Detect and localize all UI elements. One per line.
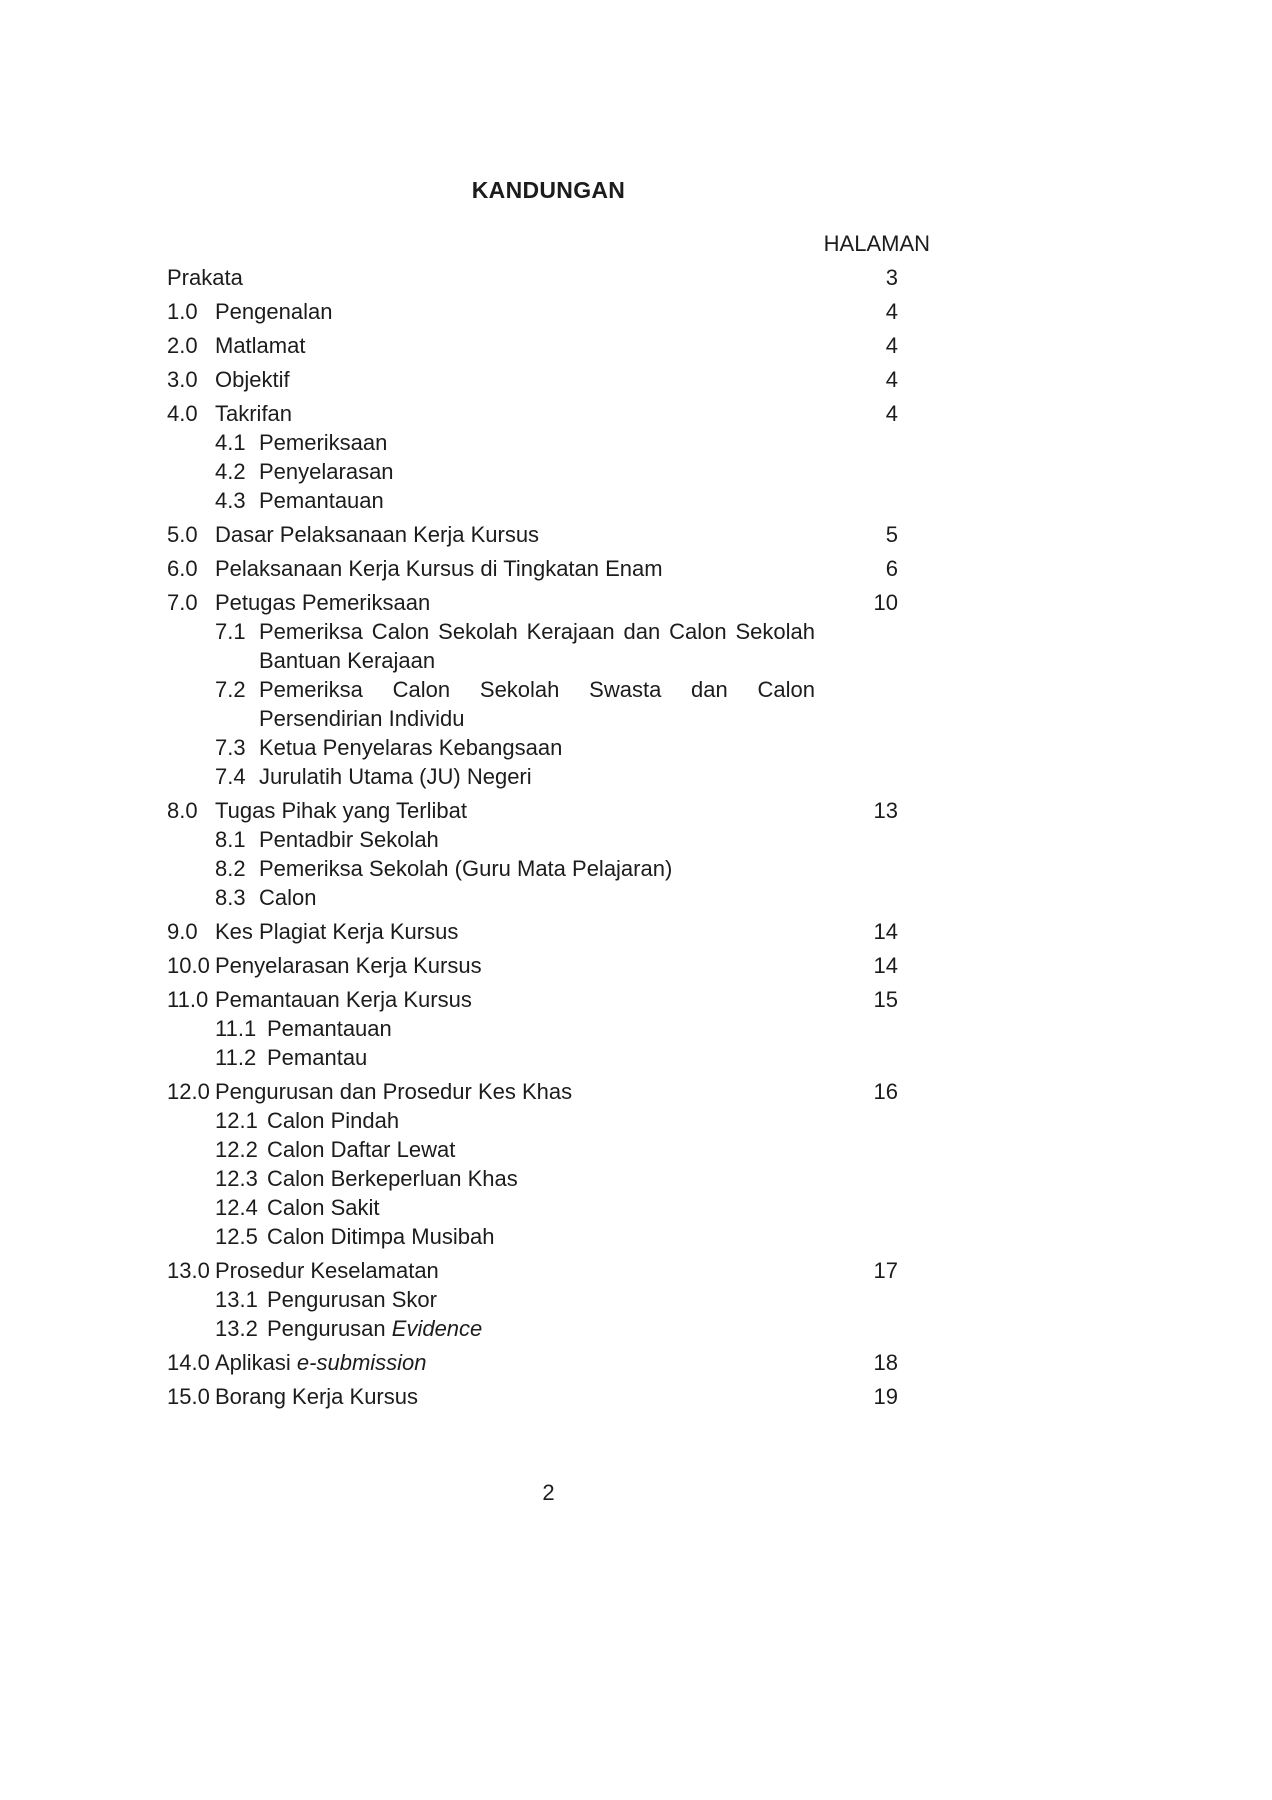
toc-entry-page: 4 bbox=[885, 299, 898, 324]
toc-entry-label: Penyelarasan Kerja Kursus bbox=[215, 953, 482, 978]
footer-page-number: 2 bbox=[542, 1480, 555, 1505]
toc-subrow bbox=[215, 1193, 930, 1222]
toc-entry-number: 11.0 bbox=[167, 987, 209, 1012]
toc-entry-label: Aplikasi e-submission bbox=[215, 1350, 427, 1375]
toc-entry-label: Kes Plagiat Kerja Kursus bbox=[215, 919, 459, 944]
toc-row bbox=[167, 796, 930, 825]
toc-subentry-label: Calon Sakit bbox=[267, 1195, 380, 1220]
toc-entry-page: 3 bbox=[885, 265, 898, 290]
toc-entry-number: 15.0 bbox=[167, 1384, 210, 1409]
toc-entry-number: 14.0 bbox=[167, 1350, 210, 1375]
toc-row bbox=[167, 1256, 930, 1285]
toc-subentry-number: 12.5 bbox=[215, 1224, 258, 1249]
toc-row bbox=[167, 588, 930, 617]
toc-entry-page: 19 bbox=[873, 1384, 898, 1409]
toc-subrow bbox=[215, 1164, 930, 1193]
toc-entry-page: 6 bbox=[885, 556, 898, 581]
column-header-halaman: HALAMAN bbox=[823, 231, 930, 256]
toc-subentry-label: Calon bbox=[259, 885, 317, 910]
toc-subrow bbox=[215, 1314, 930, 1343]
toc-subentry-number: 7.1 bbox=[215, 619, 246, 644]
toc-entry-page: 5 bbox=[885, 522, 898, 547]
toc-row bbox=[167, 297, 930, 326]
toc-entry-page: 15 bbox=[873, 987, 898, 1012]
toc-row bbox=[167, 917, 930, 946]
toc-subentry-label: Pemeriksaan bbox=[259, 430, 388, 455]
toc-subrow bbox=[215, 1135, 930, 1164]
toc-subrow bbox=[215, 825, 930, 854]
page-title: KANDUNGAN bbox=[471, 177, 626, 203]
toc-entry-label: Pengenalan bbox=[215, 299, 333, 324]
toc-subentry-label: Calon Pindah bbox=[267, 1108, 400, 1133]
toc-subrow bbox=[215, 1043, 930, 1072]
toc-subrow bbox=[215, 733, 930, 762]
toc-subentry-number: 11.2 bbox=[215, 1045, 257, 1070]
toc-subentry-label: Pemeriksa Calon Sekolah Swasta dan Calon Persendirian Individu bbox=[259, 677, 815, 731]
toc-entry-number: 1.0 bbox=[167, 299, 198, 324]
toc-entry-label: Dasar Pelaksanaan Kerja Kursus bbox=[215, 522, 540, 547]
toc-entry-number: 8.0 bbox=[167, 798, 198, 823]
toc-subrow bbox=[215, 486, 930, 515]
toc-entry-number: 6.0 bbox=[167, 556, 198, 581]
toc-entry-label: Pemantauan Kerja Kursus bbox=[215, 987, 472, 1012]
toc-entry-page: 10 bbox=[873, 590, 898, 615]
toc-subrow bbox=[215, 1222, 930, 1251]
toc-subentry-label: Pemantauan bbox=[267, 1016, 392, 1041]
toc-subentry-number: 12.4 bbox=[215, 1195, 258, 1220]
toc-entry-number: 4.0 bbox=[167, 401, 198, 426]
toc-subentry-label: Calon Berkeperluan Khas bbox=[267, 1166, 518, 1191]
toc-entry-label: Objektif bbox=[215, 367, 290, 392]
toc-entry-page: 4 bbox=[885, 367, 898, 392]
toc-subentry-number: 4.1 bbox=[215, 430, 246, 455]
toc-row bbox=[167, 985, 930, 1014]
toc-subentry-number: 12.1 bbox=[215, 1108, 258, 1133]
toc-entry-label: Takrifan bbox=[215, 401, 293, 426]
toc-subentry-number: 11.1 bbox=[215, 1016, 257, 1041]
toc-subentry-number: 4.3 bbox=[215, 488, 246, 513]
toc-subentry-label: Ketua Penyelaras Kebangsaan bbox=[259, 735, 563, 760]
toc-entry-page: 4 bbox=[885, 333, 898, 358]
toc-entry-page: 14 bbox=[873, 919, 898, 944]
toc-entry-label: Borang Kerja Kursus bbox=[215, 1384, 418, 1409]
toc-subentry-label: Pemantauan bbox=[259, 488, 384, 513]
toc-subentry-number: 13.1 bbox=[215, 1287, 258, 1312]
toc-row bbox=[167, 1348, 930, 1377]
page-footer bbox=[167, 1478, 930, 1507]
toc-entry-label: Prosedur Keselamatan bbox=[215, 1258, 439, 1283]
toc-subentry-label: Pengurusan Skor bbox=[267, 1287, 437, 1312]
toc-entry-page: 16 bbox=[873, 1079, 898, 1104]
toc-subentry-number: 8.1 bbox=[215, 827, 246, 852]
toc-entry-number: 2.0 bbox=[167, 333, 198, 358]
toc-entry-label: Petugas Pemeriksaan bbox=[215, 590, 431, 615]
toc-entry-label: Pengurusan dan Prosedur Kes Khas bbox=[215, 1079, 573, 1104]
toc-entry-page: 17 bbox=[873, 1258, 898, 1283]
toc-entry-label: Prakata bbox=[167, 265, 243, 290]
toc-subentry-number: 8.3 bbox=[215, 885, 246, 910]
toc-subentry-label: Jurulatih Utama (JU) Negeri bbox=[259, 764, 532, 789]
toc-list bbox=[167, 263, 930, 1411]
toc-entry-number: 10.0 bbox=[167, 953, 210, 978]
toc-row bbox=[167, 365, 930, 394]
toc-entry-number: 9.0 bbox=[167, 919, 198, 944]
toc-entry-number: 12.0 bbox=[167, 1079, 210, 1104]
toc-row bbox=[167, 1077, 930, 1106]
toc-row bbox=[167, 263, 930, 292]
toc-entry-page: 14 bbox=[873, 953, 898, 978]
toc-subrow bbox=[215, 617, 930, 675]
toc-subrow bbox=[215, 675, 930, 733]
toc-subentry-number: 12.3 bbox=[215, 1166, 258, 1191]
toc-row bbox=[167, 331, 930, 360]
toc-subentry-label: Pentadbir Sekolah bbox=[259, 827, 439, 852]
toc-subentry-label: Calon Daftar Lewat bbox=[267, 1137, 456, 1162]
toc-row bbox=[167, 951, 930, 980]
toc-row bbox=[167, 554, 930, 583]
toc-entry-page: 18 bbox=[873, 1350, 898, 1375]
toc-subentry-number: 4.2 bbox=[215, 459, 246, 484]
toc-subentry-number: 8.2 bbox=[215, 856, 246, 881]
toc-subrow bbox=[215, 1285, 930, 1314]
toc-subentry-number: 7.2 bbox=[215, 677, 246, 702]
toc-row bbox=[167, 1382, 930, 1411]
toc-subentry-label: Calon Ditimpa Musibah bbox=[267, 1224, 495, 1249]
toc-subrow bbox=[215, 1014, 930, 1043]
toc-entry-page: 4 bbox=[885, 401, 898, 426]
toc-entry-label: Pelaksanaan Kerja Kursus di Tingkatan Enam bbox=[215, 556, 663, 581]
toc-subrow bbox=[215, 854, 930, 883]
toc-subrow bbox=[215, 428, 930, 457]
toc-entry-label: Tugas Pihak yang Terlibat bbox=[215, 798, 467, 823]
toc-entry-number: 13.0 bbox=[167, 1258, 210, 1283]
toc-subrow bbox=[215, 762, 930, 791]
toc-entry-number: 3.0 bbox=[167, 367, 198, 392]
toc-subentry-label: Pemantau bbox=[267, 1045, 368, 1070]
toc-entry-number: 7.0 bbox=[167, 590, 198, 615]
toc-entry-label: Matlamat bbox=[215, 333, 306, 358]
toc-row bbox=[167, 520, 930, 549]
toc-subentry-label: Pemeriksa Calon Sekolah Kerajaan dan Calon Sekolah Bantuan Kerajaan bbox=[259, 619, 815, 673]
toc-entry-page: 13 bbox=[873, 798, 898, 823]
toc-subentry-label: Pemeriksa Sekolah (Guru Mata Pelajaran) bbox=[259, 856, 673, 881]
toc-entry-number: 5.0 bbox=[167, 522, 198, 547]
toc-subrow bbox=[215, 457, 930, 486]
toc-subentry-label: Penyelarasan bbox=[259, 459, 394, 484]
toc-subrow bbox=[215, 883, 930, 912]
toc-subrow bbox=[215, 1106, 930, 1135]
toc-subentry-number: 7.4 bbox=[215, 764, 246, 789]
toc-row bbox=[167, 399, 930, 428]
toc-subentry-number: 12.2 bbox=[215, 1137, 258, 1162]
toc-subentry-number: 13.2 bbox=[215, 1316, 258, 1341]
toc-subentry-number: 7.3 bbox=[215, 735, 246, 760]
toc-subentry-label: Pengurusan Evidence bbox=[267, 1316, 483, 1341]
